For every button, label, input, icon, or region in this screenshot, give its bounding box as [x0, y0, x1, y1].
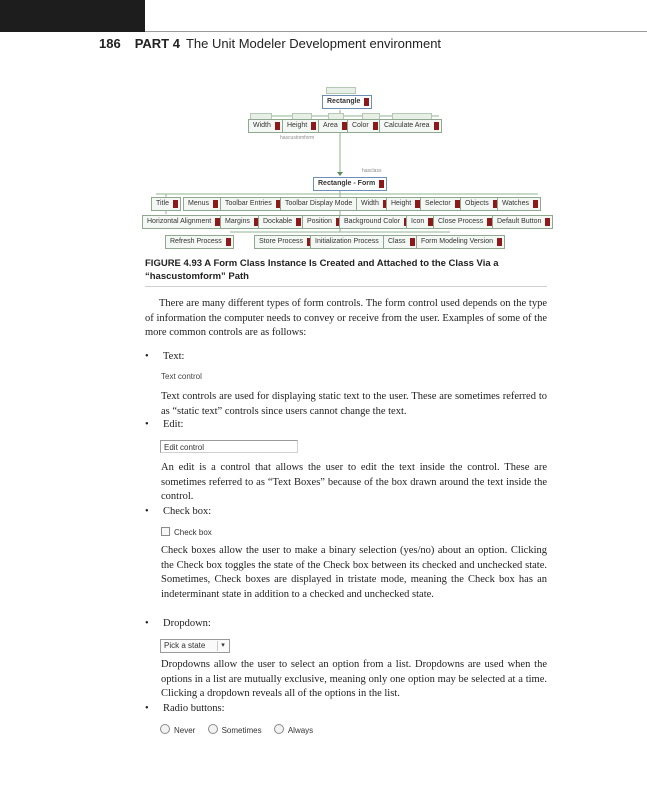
part-title: The Unit Modeler Development environment: [185, 36, 442, 51]
node-form-prop: Store Process: [254, 235, 315, 249]
node-form-prop: Position: [302, 215, 344, 229]
edge-label: hascustomform: [280, 135, 315, 141]
node-form-prop: Menus: [183, 197, 221, 211]
node-level1: Height: [282, 119, 319, 133]
radio-option[interactable]: Always: [274, 724, 313, 735]
node-form-prop: Horizontal Alignment: [142, 215, 223, 229]
radio-option[interactable]: Never: [160, 724, 195, 735]
node-form-prop: Default Button: [492, 215, 553, 229]
dropdown-description: Dropdowns allow the user to select an option from a list. Dropdowns are used when the options in a list are mutually exclusive, meaning only one option may be selected at a time. Clicking a dropdown reveals all of the options in the list.: [161, 659, 547, 700]
radio-circle-icon[interactable]: [160, 724, 170, 734]
bullet-label: Check box:: [163, 506, 212, 517]
bullet-icon: •: [145, 419, 149, 430]
text-control-sample: Text control: [161, 372, 202, 381]
node-form-prop: Form Modeling Version: [416, 235, 505, 249]
header-black-bar: [0, 0, 145, 32]
node-form-prop: Initialization Process: [310, 235, 391, 249]
edit-control-sample[interactable]: Edit control: [160, 440, 298, 453]
checkbox-label: Check box: [174, 528, 212, 537]
node-form-prop: Toolbar Entries: [220, 197, 284, 211]
node-form-prop: Refresh Process: [165, 235, 234, 249]
diagram-connectors: [140, 86, 560, 256]
intro-paragraph: There are many different types of form controls. The form control used depends on the type of information the computer needs to convey or receive from the user. Examples of some of the more common controls are as follows:: [145, 298, 547, 339]
node-form-prop: Icon: [406, 215, 436, 229]
node-form-prop: Watches: [497, 197, 541, 211]
node-level1: Width: [248, 119, 283, 133]
node-form-prop: Toolbar Display Mode: [280, 197, 364, 211]
node-root: Rectangle: [322, 95, 372, 109]
bullet-label: Radio buttons:: [163, 703, 225, 714]
dropdown-value: Pick a state: [164, 641, 206, 650]
bullet-icon: •: [145, 703, 149, 714]
caption-rule: [145, 286, 547, 287]
header-rule: [145, 31, 647, 32]
text-description: Text controls are used for displaying static text to the user. These are sometimes referred to as “static text” controls since users cannot change the text.: [161, 391, 547, 417]
node-form-prop: Background Color: [339, 215, 412, 229]
page-number: 186: [99, 36, 121, 51]
figure-diagram: [140, 86, 560, 256]
node-form-prop: Selector: [420, 197, 463, 211]
node-form-prop: Title: [151, 197, 181, 211]
radio-circle-icon[interactable]: [208, 724, 218, 734]
node-form-prop: Close Process: [433, 215, 495, 229]
bullet-icon: •: [145, 351, 149, 362]
part-label: PART 4: [134, 36, 180, 51]
node-form-prop: Class: [383, 235, 418, 249]
edit-description: An edit is a control that allows the user to edit the text inside the control. These are sometimes referred to as “Text Boxes” because of the box drawn around the text inside the control.: [161, 462, 547, 503]
node-form-prop: Height: [386, 197, 423, 211]
node-form: Rectangle - Form: [313, 177, 387, 191]
figure-caption: FIGURE 4.93 A Form Class Instance Is Created and Attached to the Class Via a “hascustomform” Path: [145, 258, 499, 282]
bullet-label: Edit:: [163, 419, 184, 430]
radio-circle-icon[interactable]: [274, 724, 284, 734]
checkbox-icon[interactable]: [161, 527, 170, 536]
bullet-icon: •: [145, 506, 149, 517]
bullet-label: Text:: [163, 351, 185, 362]
chevron-down-icon[interactable]: ▾: [217, 641, 228, 651]
checkbox-description: Check boxes allow the user to make a binary selection (yes/no) about an option. Clicking the Check box toggles the state of the Check box between its checked and unchecked state. Sometimes, Check boxes are displayed in tristate mode, meaning the Check box has an indeterminant state in addition to a checked and unchecked state.: [161, 545, 547, 600]
node-tag: [326, 87, 356, 94]
node-form-prop: Objects: [460, 197, 501, 211]
dropdown-sample[interactable]: [160, 639, 230, 653]
node-form-prop: Width: [356, 197, 391, 211]
bullet-icon: •: [145, 618, 149, 629]
checkbox-sample[interactable]: [161, 527, 212, 537]
edge-label: hasclass: [362, 168, 382, 174]
node-level1: Area: [318, 119, 350, 133]
node-level1: Calculate Area: [379, 119, 442, 133]
node-form-prop: Margins: [220, 215, 262, 229]
bullet-label: Dropdown:: [163, 618, 211, 629]
node-level1: Color: [347, 119, 381, 133]
radio-option[interactable]: Sometimes: [208, 724, 262, 735]
running-header: [99, 36, 441, 51]
node-form-prop: Dockable: [258, 215, 304, 229]
radio-group-sample: [160, 724, 323, 735]
